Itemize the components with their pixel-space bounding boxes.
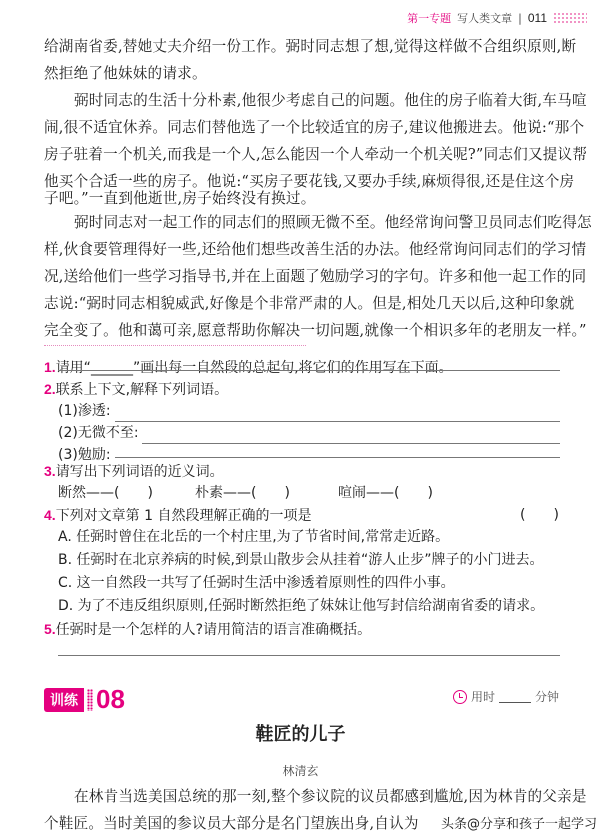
option-c[interactable]: C. 这一自然段一共写了任弼时生活中渗透着原则性的四件小事。 <box>58 575 455 591</box>
synonym-item[interactable]: 朴素——( ) <box>195 485 290 501</box>
header-divider: | <box>518 11 522 25</box>
passage-line: 然拒绝了他妹妹的请求。 <box>44 65 207 82</box>
term-item: (1)渗透: <box>58 403 111 419</box>
underline-blank: ______ <box>90 360 133 376</box>
passage-line: 完全变了。他和蔼可亲,愿意帮助你解决一切问题,就像一个相识多年的老朋友一样。” <box>44 322 587 339</box>
option-d[interactable]: D. 为了不违反组织原则,任弼时断然拒绝了妹妹让他写封信给湖南省委的请求。 <box>58 598 545 614</box>
watermark: 头条@分享和孩子一起学习 <box>440 817 597 832</box>
training-label: 训练 <box>44 688 84 712</box>
answer-line[interactable] <box>142 443 560 444</box>
header-section: 写人类文章 <box>457 12 513 25</box>
article-author: 林清玄 <box>282 764 319 778</box>
answer-line[interactable] <box>115 457 560 458</box>
question-text: 任弼时是一个怎样的人?请用简洁的语言准确概括。 <box>55 622 372 638</box>
question-text: 请用“ <box>55 360 91 376</box>
passage-line: 况,送给他们一些学习指导书,并在上面题了勉励学习的字句。许多和他一起工作的同 <box>44 268 587 285</box>
question-number: 2. <box>44 381 56 397</box>
header-topic: 第一专题 <box>407 12 452 25</box>
clock-icon <box>453 690 467 704</box>
passage-line: 子吧。”一直到他逝世,房子始终没有换过。 <box>44 190 316 207</box>
passage-line: 弼时同志对一起工作的同志们的照顾无微不至。他经常询问警卫员同志们吃得怎 <box>74 214 592 231</box>
decorative-dots <box>87 689 93 711</box>
option-a[interactable]: A. 任弼时曾住在北岳的一个村庄里,为了节省时间,常常走近路。 <box>58 529 450 545</box>
question-4 <box>44 504 312 527</box>
question-text: 请写出下列词语的近义词。 <box>55 464 224 480</box>
question-text: 下列对文章第 1 自然段理解正确的一项是 <box>55 508 312 524</box>
page-header <box>407 10 587 26</box>
passage-line: 房子驻着一个机关,而我是一个人,怎么能因一个人牵动一个机关呢?”同志们又提议帮 <box>44 146 588 163</box>
passage-line: 样,伙食要管理得好一些,还给他们想些改善生活的办法。他经常询问同志们的学习情 <box>44 241 587 258</box>
time-used <box>453 688 559 705</box>
answer-bracket[interactable]: ( ) <box>520 507 559 523</box>
passage-line: 弼时同志的生活十分朴素,他很少考虑自己的问题。他住的房子临着大街,车马喧 <box>74 92 587 109</box>
passage-line: 给湖南省委,替她丈夫介绍一份工作。弼时同志想了想,觉得这样做不合组织原则,断 <box>44 38 577 55</box>
answer-line[interactable] <box>58 370 560 371</box>
time-unit: 分钟 <box>534 690 559 704</box>
term-item: (3)勉励: <box>58 447 111 463</box>
page-number: 011 <box>527 11 547 25</box>
passage-line: 闹,很不适宜休养。同志们替他选了一个比较适宜的房子,建议他搬进去。他说:“那个 <box>44 119 585 136</box>
question-number: 5. <box>44 621 56 637</box>
term-item: (2)无微不至: <box>58 425 139 441</box>
training-badge <box>44 684 125 715</box>
question-3 <box>44 460 224 483</box>
passage-line: 志说:“弼时同志相貌威武,好像是个非常严肃的人。但是,相处几天以后,这种印象就 <box>44 295 575 312</box>
question-text: 联系上下文,解释下列词语。 <box>55 382 229 398</box>
answer-line[interactable] <box>115 421 560 422</box>
synonym-item[interactable]: 喧闹——( ) <box>338 485 433 501</box>
option-b[interactable]: B. 任弼时在北京养病的时候,到景山散步会从挂着“游人止步”牌子的小门进去。 <box>58 552 544 568</box>
time-label: 用时 <box>470 690 495 704</box>
question-number: 1. <box>44 359 56 375</box>
article-line: 在林肯当选美国总统的那一刻,整个参议院的议员都感到尴尬,因为林肯的父亲是 <box>74 788 587 805</box>
question-5 <box>44 618 371 641</box>
section-divider <box>44 345 306 346</box>
decorative-dots <box>553 12 587 24</box>
passage-line: 他买个合适一些的房子。他说:“买房子要花钱,又要办手续,麻烦得很,还是住这个房 <box>44 173 575 190</box>
training-number: 08 <box>96 684 125 714</box>
question-number: 4. <box>44 507 56 523</box>
question-2 <box>44 378 228 401</box>
question-1 <box>44 356 453 379</box>
synonym-item[interactable]: 断然——( ) <box>58 485 153 501</box>
time-blank[interactable] <box>499 690 531 703</box>
article-title: 鞋匠的儿子 <box>255 724 346 745</box>
article-line: 个鞋匠。当时美国的参议员大部分是名门望族出身,自认为 <box>44 815 419 832</box>
question-number: 3. <box>44 463 56 479</box>
answer-line[interactable] <box>58 655 560 656</box>
question-text: ”画出每一自然段的总起句,将它们的作用写在下面。 <box>132 360 453 376</box>
